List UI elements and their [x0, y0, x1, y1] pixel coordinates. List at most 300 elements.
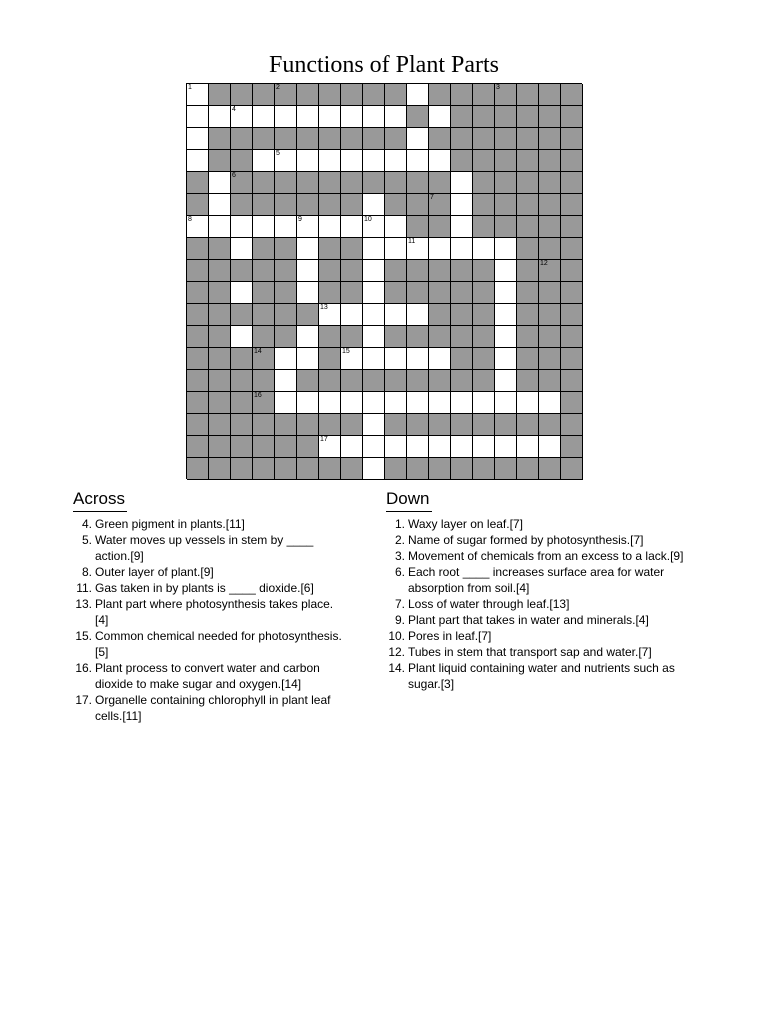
answer-cell[interactable]	[319, 106, 341, 128]
blocked-cell	[341, 458, 363, 480]
blocked-cell	[517, 172, 539, 194]
answer-cell[interactable]	[473, 238, 495, 260]
blocked-cell	[341, 194, 363, 216]
blocked-cell	[253, 128, 275, 150]
clue-text: Waxy layer on leaf.[7]	[408, 517, 523, 531]
answer-cell[interactable]	[451, 194, 473, 216]
blocked-cell	[341, 172, 363, 194]
blocked-cell	[341, 260, 363, 282]
blocked-cell	[231, 304, 253, 326]
answer-cell[interactable]	[495, 282, 517, 304]
blocked-cell	[495, 194, 517, 216]
across-clue-list	[73, 516, 343, 724]
blocked-cell	[385, 370, 407, 392]
blocked-cell	[341, 128, 363, 150]
blocked-cell	[297, 84, 319, 106]
answer-cell[interactable]	[341, 436, 363, 458]
blocked-cell	[231, 128, 253, 150]
blocked-cell	[253, 348, 275, 370]
answer-cell[interactable]	[363, 436, 385, 458]
blocked-cell	[451, 106, 473, 128]
blocked-cell	[517, 216, 539, 238]
blocked-cell	[363, 84, 385, 106]
answer-cell[interactable]	[297, 392, 319, 414]
answer-cell[interactable]	[231, 238, 253, 260]
blocked-cell	[231, 260, 253, 282]
answer-cell[interactable]	[341, 304, 363, 326]
blocked-cell	[407, 326, 429, 348]
blocked-cell	[429, 326, 451, 348]
clue-text: Plant process to convert water and carbon dioxide to make sugar and oxygen.[14]	[95, 661, 320, 691]
answer-cell[interactable]	[319, 392, 341, 414]
answer-cell[interactable]	[363, 414, 385, 436]
blocked-cell	[473, 414, 495, 436]
clue-text: Water moves up vessels in stem by ____ action.[9]	[95, 533, 314, 563]
answer-cell[interactable]	[495, 436, 517, 458]
answer-cell[interactable]	[539, 392, 561, 414]
blocked-cell	[275, 172, 297, 194]
blocked-cell	[187, 458, 209, 480]
down-clue	[386, 628, 688, 644]
clue-number: 15.	[75, 629, 92, 643]
blocked-cell	[253, 172, 275, 194]
blocked-cell	[561, 238, 583, 260]
blocked-cell	[319, 238, 341, 260]
answer-cell[interactable]	[363, 304, 385, 326]
answer-cell[interactable]	[253, 216, 275, 238]
blocked-cell	[561, 216, 583, 238]
blocked-cell	[539, 238, 561, 260]
blocked-cell	[319, 282, 341, 304]
answer-cell[interactable]	[385, 150, 407, 172]
blocked-cell	[363, 172, 385, 194]
answer-cell[interactable]	[385, 238, 407, 260]
answer-cell[interactable]	[297, 260, 319, 282]
answer-cell[interactable]	[209, 194, 231, 216]
blocked-cell	[231, 194, 253, 216]
clue-number: 13.	[75, 597, 92, 611]
answer-cell[interactable]	[407, 436, 429, 458]
blocked-cell	[539, 326, 561, 348]
blocked-cell	[209, 348, 231, 370]
clue-text: Outer layer of plant.[9]	[95, 565, 214, 579]
answer-cell[interactable]	[451, 436, 473, 458]
down-clue	[386, 596, 688, 612]
answer-cell[interactable]	[319, 436, 341, 458]
clue-number: 14.	[388, 661, 405, 675]
blocked-cell	[451, 260, 473, 282]
answer-cell[interactable]	[429, 392, 451, 414]
blocked-cell	[473, 172, 495, 194]
blocked-cell	[209, 84, 231, 106]
answer-cell[interactable]	[451, 216, 473, 238]
answer-cell[interactable]	[363, 216, 385, 238]
answer-cell[interactable]	[517, 436, 539, 458]
blocked-cell	[517, 260, 539, 282]
down-clue	[386, 564, 688, 596]
blocked-cell	[187, 194, 209, 216]
answer-cell[interactable]	[429, 348, 451, 370]
clue-number: 3	[496, 84, 500, 91]
blocked-cell	[539, 348, 561, 370]
blocked-cell	[319, 128, 341, 150]
answer-cell[interactable]	[407, 304, 429, 326]
answer-cell[interactable]	[495, 260, 517, 282]
blocked-cell	[209, 458, 231, 480]
clue-text: Each root ____ increases surface area for water absorption from soil.[4]	[408, 565, 665, 595]
blocked-cell	[539, 106, 561, 128]
blocked-cell	[495, 128, 517, 150]
answer-cell[interactable]	[429, 150, 451, 172]
answer-cell[interactable]	[275, 150, 297, 172]
blocked-cell	[517, 194, 539, 216]
clue-text: Name of sugar formed by photosynthesis.[7]	[408, 533, 644, 547]
clue-number: 7.	[394, 597, 405, 611]
blocked-cell	[517, 326, 539, 348]
blocked-cell	[407, 414, 429, 436]
clue-number: 2.	[394, 533, 405, 547]
answer-cell[interactable]	[231, 216, 253, 238]
blocked-cell	[341, 84, 363, 106]
blocked-cell	[253, 238, 275, 260]
across-clue	[73, 564, 343, 580]
down-clue	[386, 548, 688, 564]
answer-cell[interactable]	[297, 238, 319, 260]
answer-cell[interactable]	[407, 84, 429, 106]
blocked-cell	[231, 370, 253, 392]
blocked-cell	[209, 326, 231, 348]
blocked-cell	[209, 414, 231, 436]
down-heading: Down	[386, 488, 432, 512]
blocked-cell	[561, 150, 583, 172]
answer-cell[interactable]	[495, 238, 517, 260]
across-clue	[73, 628, 343, 660]
answer-cell[interactable]	[341, 348, 363, 370]
blocked-cell	[275, 326, 297, 348]
blocked-cell	[473, 260, 495, 282]
answer-cell[interactable]	[187, 150, 209, 172]
blocked-cell	[209, 436, 231, 458]
answer-cell[interactable]	[473, 392, 495, 414]
answer-cell[interactable]	[517, 392, 539, 414]
answer-cell[interactable]	[341, 150, 363, 172]
answer-cell[interactable]	[363, 150, 385, 172]
blocked-cell	[231, 172, 253, 194]
blocked-cell	[385, 282, 407, 304]
clue-number: 6	[232, 172, 236, 179]
answer-cell[interactable]	[209, 106, 231, 128]
blocked-cell	[561, 282, 583, 304]
blocked-cell	[451, 282, 473, 304]
blocked-cell	[561, 348, 583, 370]
clue-text: Movement of chemicals from an excess to a lack.[9]	[408, 549, 684, 563]
blocked-cell	[385, 414, 407, 436]
blocked-cell	[473, 326, 495, 348]
answer-cell[interactable]	[253, 106, 275, 128]
blocked-cell	[517, 84, 539, 106]
blocked-cell	[407, 260, 429, 282]
across-clue	[73, 596, 343, 628]
blocked-cell	[253, 436, 275, 458]
answer-cell[interactable]	[231, 282, 253, 304]
blocked-cell	[253, 304, 275, 326]
answer-cell[interactable]	[187, 84, 209, 106]
answer-cell[interactable]	[539, 436, 561, 458]
blocked-cell	[341, 326, 363, 348]
blocked-cell	[539, 414, 561, 436]
answer-cell[interactable]	[319, 150, 341, 172]
blocked-cell	[407, 282, 429, 304]
blocked-cell	[209, 282, 231, 304]
answer-cell[interactable]	[341, 106, 363, 128]
blocked-cell	[407, 194, 429, 216]
blocked-cell	[539, 260, 561, 282]
answer-cell[interactable]	[429, 436, 451, 458]
blocked-cell	[187, 304, 209, 326]
blocked-cell	[429, 172, 451, 194]
answer-cell[interactable]	[275, 348, 297, 370]
blocked-cell	[561, 260, 583, 282]
answer-cell[interactable]	[495, 326, 517, 348]
answer-cell[interactable]	[407, 392, 429, 414]
blocked-cell	[275, 458, 297, 480]
blocked-cell	[209, 150, 231, 172]
blocked-cell	[187, 370, 209, 392]
answer-cell[interactable]	[429, 106, 451, 128]
blocked-cell	[297, 370, 319, 392]
blocked-cell	[275, 128, 297, 150]
blocked-cell	[561, 172, 583, 194]
blocked-cell	[407, 172, 429, 194]
blocked-cell	[561, 370, 583, 392]
answer-cell[interactable]	[451, 238, 473, 260]
blocked-cell	[429, 282, 451, 304]
blocked-cell	[539, 194, 561, 216]
answer-cell[interactable]	[319, 304, 341, 326]
blocked-cell	[429, 370, 451, 392]
blocked-cell	[253, 194, 275, 216]
blocked-cell	[275, 238, 297, 260]
blocked-cell	[275, 194, 297, 216]
blocked-cell	[385, 194, 407, 216]
blocked-cell	[385, 458, 407, 480]
blocked-cell	[473, 84, 495, 106]
answer-cell[interactable]	[451, 172, 473, 194]
blocked-cell	[319, 348, 341, 370]
blocked-cell	[385, 128, 407, 150]
blocked-cell	[451, 304, 473, 326]
blocked-cell	[253, 414, 275, 436]
answer-cell[interactable]	[407, 348, 429, 370]
answer-cell[interactable]	[495, 348, 517, 370]
blocked-cell	[187, 326, 209, 348]
page-title: Functions of Plant Parts	[268, 52, 499, 78]
answer-cell[interactable]	[275, 216, 297, 238]
blocked-cell	[209, 304, 231, 326]
answer-cell[interactable]	[385, 436, 407, 458]
blocked-cell	[561, 414, 583, 436]
clue-text: Green pigment in plants.[11]	[95, 517, 245, 531]
blocked-cell	[473, 194, 495, 216]
blocked-cell	[517, 106, 539, 128]
answer-cell[interactable]	[363, 194, 385, 216]
blocked-cell	[275, 260, 297, 282]
blocked-cell	[231, 348, 253, 370]
answer-cell[interactable]	[385, 348, 407, 370]
answer-cell[interactable]	[495, 370, 517, 392]
answer-cell[interactable]	[209, 216, 231, 238]
answer-cell[interactable]	[297, 106, 319, 128]
blocked-cell	[539, 458, 561, 480]
clue-number: 5	[276, 150, 280, 157]
blocked-cell	[539, 150, 561, 172]
answer-cell[interactable]	[297, 348, 319, 370]
clue-number: 5.	[81, 533, 92, 547]
blocked-cell	[539, 128, 561, 150]
blocked-cell	[561, 458, 583, 480]
clue-number: 12	[540, 260, 548, 267]
answer-cell[interactable]	[407, 128, 429, 150]
blocked-cell	[319, 194, 341, 216]
blocked-cell	[429, 84, 451, 106]
answer-cell[interactable]	[451, 392, 473, 414]
blocked-cell	[473, 282, 495, 304]
blocked-cell	[539, 84, 561, 106]
blocked-cell	[561, 436, 583, 458]
answer-cell[interactable]	[297, 326, 319, 348]
across-clue	[73, 580, 343, 596]
answer-cell[interactable]	[319, 216, 341, 238]
answer-cell[interactable]	[253, 150, 275, 172]
blocked-cell	[407, 106, 429, 128]
answer-cell[interactable]	[187, 128, 209, 150]
clue-text: Organelle containing chlorophyll in plant leaf cells.[11]	[95, 693, 331, 723]
blocked-cell	[473, 150, 495, 172]
blocked-cell	[473, 128, 495, 150]
blocked-cell	[561, 304, 583, 326]
answer-cell[interactable]	[363, 348, 385, 370]
clue-number: 12.	[388, 645, 405, 659]
answer-cell[interactable]	[363, 106, 385, 128]
answer-cell[interactable]	[297, 150, 319, 172]
answer-cell[interactable]	[297, 216, 319, 238]
answer-cell[interactable]	[275, 370, 297, 392]
blocked-cell	[429, 414, 451, 436]
answer-cell[interactable]	[385, 106, 407, 128]
blocked-cell	[231, 150, 253, 172]
clue-text: Gas taken in by plants is ____ dioxide.[6]	[95, 581, 314, 595]
answer-cell[interactable]	[209, 172, 231, 194]
blocked-cell	[187, 282, 209, 304]
blocked-cell	[451, 150, 473, 172]
blocked-cell	[561, 326, 583, 348]
blocked-cell	[495, 150, 517, 172]
answer-cell[interactable]	[385, 304, 407, 326]
answer-cell[interactable]	[407, 238, 429, 260]
blocked-cell	[517, 238, 539, 260]
clue-number: 8.	[81, 565, 92, 579]
down-clue	[386, 660, 688, 692]
answer-cell[interactable]	[473, 436, 495, 458]
blocked-cell	[275, 282, 297, 304]
clue-number: 8	[188, 216, 192, 223]
blocked-cell	[451, 458, 473, 480]
clue-text: Loss of water through leaf.[13]	[408, 597, 570, 611]
answer-cell[interactable]	[187, 106, 209, 128]
blocked-cell	[231, 414, 253, 436]
blocked-cell	[275, 414, 297, 436]
across-heading: Across	[73, 488, 127, 512]
blocked-cell	[429, 304, 451, 326]
blocked-cell	[275, 84, 297, 106]
blocked-cell	[495, 106, 517, 128]
blocked-cell	[187, 436, 209, 458]
blocked-cell	[253, 260, 275, 282]
answer-cell[interactable]	[187, 216, 209, 238]
answer-cell[interactable]	[407, 150, 429, 172]
blocked-cell	[253, 84, 275, 106]
across-clue	[73, 692, 343, 724]
answer-cell[interactable]	[231, 326, 253, 348]
blocked-cell	[539, 304, 561, 326]
answer-cell[interactable]	[363, 392, 385, 414]
answer-cell[interactable]	[363, 458, 385, 480]
answer-cell[interactable]	[363, 260, 385, 282]
down-clue	[386, 532, 688, 548]
answer-cell[interactable]	[385, 216, 407, 238]
answer-cell[interactable]	[495, 392, 517, 414]
answer-cell[interactable]	[275, 106, 297, 128]
blocked-cell	[429, 458, 451, 480]
blocked-cell	[319, 84, 341, 106]
blocked-cell	[561, 194, 583, 216]
blocked-cell	[429, 216, 451, 238]
blocked-cell	[561, 392, 583, 414]
blocked-cell	[517, 128, 539, 150]
answer-cell[interactable]	[275, 392, 297, 414]
clue-number: 15	[342, 348, 350, 355]
blocked-cell	[209, 238, 231, 260]
answer-cell[interactable]	[341, 392, 363, 414]
answer-cell[interactable]	[231, 106, 253, 128]
blocked-cell	[451, 348, 473, 370]
blocked-cell	[231, 84, 253, 106]
answer-cell[interactable]	[297, 282, 319, 304]
clue-number: 4	[232, 106, 236, 113]
blocked-cell	[517, 304, 539, 326]
answer-cell[interactable]	[341, 216, 363, 238]
answer-cell[interactable]	[363, 326, 385, 348]
down-clue	[386, 644, 688, 660]
answer-cell[interactable]	[363, 282, 385, 304]
blocked-cell	[319, 370, 341, 392]
blocked-cell	[561, 84, 583, 106]
blocked-cell	[253, 458, 275, 480]
answer-cell[interactable]	[385, 392, 407, 414]
blocked-cell	[319, 326, 341, 348]
blocked-cell	[495, 216, 517, 238]
blocked-cell	[187, 348, 209, 370]
crossword-grid	[186, 83, 582, 479]
blocked-cell	[495, 84, 517, 106]
answer-cell[interactable]	[363, 238, 385, 260]
blocked-cell	[429, 260, 451, 282]
blocked-cell	[385, 172, 407, 194]
blocked-cell	[297, 304, 319, 326]
answer-cell[interactable]	[429, 238, 451, 260]
blocked-cell	[517, 458, 539, 480]
answer-cell[interactable]	[495, 304, 517, 326]
